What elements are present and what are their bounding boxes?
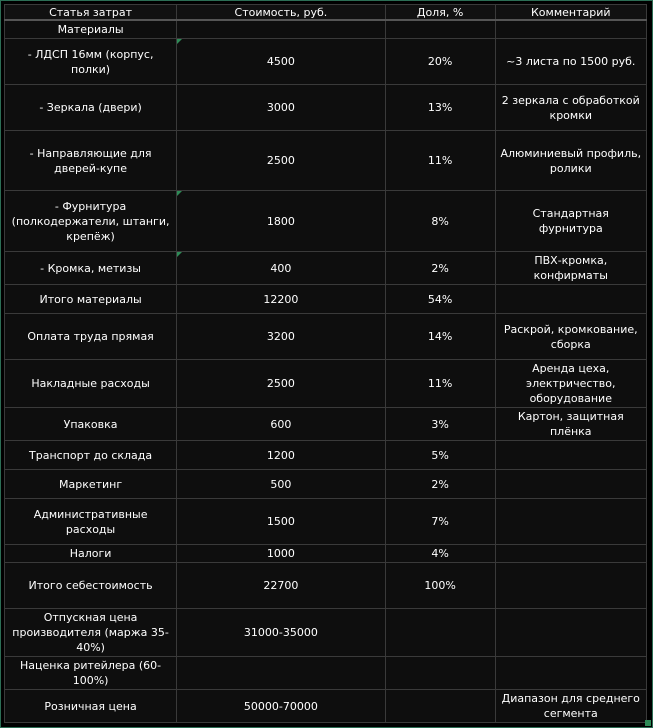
cell-cost[interactable]: 3200 [177, 314, 385, 360]
table-row [5, 360, 647, 408]
cell-item[interactable]: Наценка ритейлера (60-100%) [5, 657, 177, 690]
cell-comment[interactable] [495, 609, 646, 657]
cell-comment[interactable]: Диапазон для среднего сегмента [495, 690, 646, 723]
cell-item[interactable]: Итого материалы [5, 285, 177, 314]
cell-cost[interactable]: 2500 [177, 131, 385, 191]
cell-comment[interactable] [495, 285, 646, 314]
cell-comment[interactable] [495, 470, 646, 499]
table-row [5, 131, 647, 191]
cell-share[interactable]: 54% [385, 285, 495, 314]
cell-cost[interactable]: 1200 [177, 441, 385, 470]
cell-share[interactable]: 14% [385, 314, 495, 360]
table-row [5, 545, 647, 563]
cell-cost[interactable]: 1000 [177, 545, 385, 563]
cell-cost[interactable]: 500 [177, 470, 385, 499]
cell-comment[interactable]: Алюминиевый профиль, ролики [495, 131, 646, 191]
cell-cost[interactable]: 600 [177, 408, 385, 441]
table-row [5, 85, 647, 131]
header-comment[interactable]: Комментарий [495, 5, 646, 21]
cell-item[interactable]: Итого себестоимость [5, 563, 177, 609]
cell-share[interactable]: 5% [385, 441, 495, 470]
cell-comment[interactable]: Раскрой, кромкование, сборка [495, 314, 646, 360]
cell-comment[interactable]: Стандартная фурнитура [495, 191, 646, 252]
cell-comment[interactable] [495, 545, 646, 563]
cell-cost[interactable]: 1500 [177, 499, 385, 545]
cell-item[interactable]: Накладные расходы [5, 360, 177, 408]
cell-share[interactable]: 2% [385, 470, 495, 499]
cell-cost[interactable]: 4500 [177, 39, 385, 85]
cell-comment[interactable] [495, 499, 646, 545]
header-cost[interactable]: Стоимость, руб. [177, 5, 385, 21]
cell-share[interactable]: 3% [385, 408, 495, 441]
cell-comment[interactable]: ~3 листа по 1500 руб. [495, 39, 646, 85]
table-row [5, 252, 647, 285]
cell-comment[interactable] [495, 20, 646, 39]
cell-share[interactable]: 13% [385, 85, 495, 131]
table-row [5, 314, 647, 360]
cell-share[interactable] [385, 609, 495, 657]
cell-cost[interactable] [177, 657, 385, 690]
cell-share[interactable]: 11% [385, 131, 495, 191]
table-row [5, 563, 647, 609]
cell-item[interactable]: Транспорт до склада [5, 441, 177, 470]
cell-item[interactable]: Маркетинг [5, 470, 177, 499]
cell-share[interactable]: 20% [385, 39, 495, 85]
cell-comment[interactable]: 2 зеркала с обработкой кромки [495, 85, 646, 131]
table-row [5, 441, 647, 470]
cell-comment[interactable] [495, 657, 646, 690]
table-row [5, 657, 647, 690]
cell-share[interactable] [385, 657, 495, 690]
cell-item[interactable]: Упаковка [5, 408, 177, 441]
header-item[interactable]: Статья затрат [5, 5, 177, 21]
cell-item[interactable]: - Направляющие для дверей-купе [5, 131, 177, 191]
table-row [5, 499, 647, 545]
cell-item[interactable]: - ЛДСП 16мм (корпус, полки) [5, 39, 177, 85]
cell-share[interactable] [385, 20, 495, 39]
cell-item[interactable]: Налоги [5, 545, 177, 563]
table-row [5, 690, 647, 723]
cell-comment[interactable]: Аренда цеха, электричество, оборудование [495, 360, 646, 408]
cell-cost[interactable]: 1800 [177, 191, 385, 252]
header-row [5, 5, 647, 21]
cost-table [4, 4, 647, 723]
cell-item[interactable]: Административные расходы [5, 499, 177, 545]
cell-item[interactable]: Материалы [5, 20, 177, 39]
cell-comment[interactable] [495, 563, 646, 609]
resize-handle[interactable] [645, 720, 651, 726]
cell-comment[interactable]: Картон, защитная плёнка [495, 408, 646, 441]
cell-cost[interactable]: 400 [177, 252, 385, 285]
cell-comment[interactable] [495, 441, 646, 470]
cell-cost[interactable]: 31000-35000 [177, 609, 385, 657]
cell-cost[interactable] [177, 20, 385, 39]
cell-item[interactable]: Отпускная цена производителя (маржа 35-40%) [5, 609, 177, 657]
cell-share[interactable]: 2% [385, 252, 495, 285]
cell-item[interactable]: - Фурнитура (полкодержатели, штанги, крепёж) [5, 191, 177, 252]
cell-item[interactable]: Розничная цена [5, 690, 177, 723]
cell-comment[interactable]: ПВХ-кромка, конфирматы [495, 252, 646, 285]
cell-cost[interactable]: 12200 [177, 285, 385, 314]
cell-share[interactable]: 8% [385, 191, 495, 252]
cell-cost[interactable]: 2500 [177, 360, 385, 408]
table-row [5, 39, 647, 85]
table-row [5, 191, 647, 252]
cell-share[interactable]: 4% [385, 545, 495, 563]
table-row [5, 285, 647, 314]
header-share[interactable]: Доля, % [385, 5, 495, 21]
table-row [5, 20, 647, 39]
cell-item[interactable]: - Кромка, метизы [5, 252, 177, 285]
table-row [5, 408, 647, 441]
cell-share[interactable]: 100% [385, 563, 495, 609]
table-row [5, 609, 647, 657]
cell-cost[interactable]: 3000 [177, 85, 385, 131]
cell-item[interactable]: - Зеркала (двери) [5, 85, 177, 131]
cell-cost[interactable]: 22700 [177, 563, 385, 609]
cell-share[interactable]: 11% [385, 360, 495, 408]
cell-share[interactable]: 7% [385, 499, 495, 545]
cell-share[interactable] [385, 690, 495, 723]
cell-item[interactable]: Оплата труда прямая [5, 314, 177, 360]
table-row [5, 470, 647, 499]
cell-cost[interactable]: 50000-70000 [177, 690, 385, 723]
